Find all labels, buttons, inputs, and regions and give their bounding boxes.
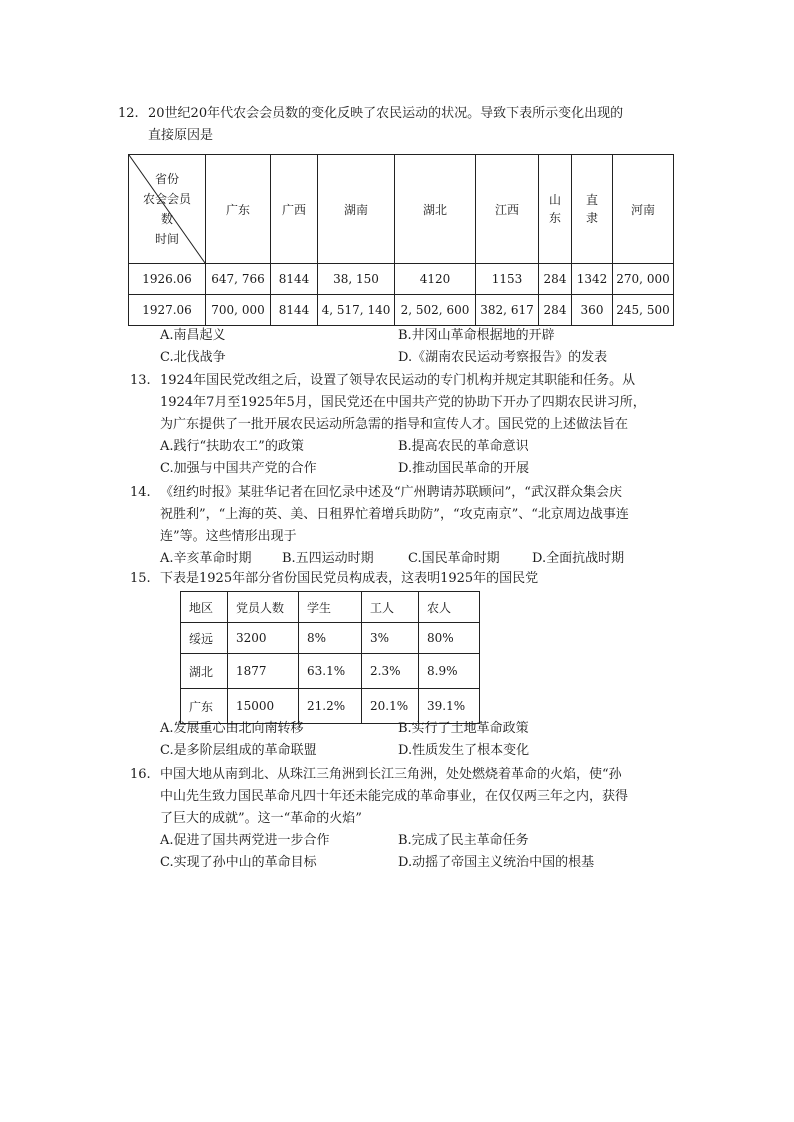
- column-header: 学生: [299, 592, 362, 623]
- table-cell: 245, 500: [613, 295, 674, 326]
- column-header: 直隶: [585, 193, 598, 225]
- options-row: [160, 718, 680, 740]
- question-number: 16.: [130, 767, 151, 782]
- table-cell: 8%: [299, 623, 362, 654]
- question-stem-line: 直接原因是: [148, 128, 214, 143]
- table-header-row: [181, 592, 480, 623]
- column-header: 广西: [271, 155, 318, 264]
- question-stem-line: 20世纪20年代农会会员数的变化反映了农民运动的状况。导致下表所示变化出现的: [148, 106, 624, 121]
- option-c[interactable]: C.实现了孙中山的革命目标: [160, 855, 317, 870]
- question-12: [118, 103, 708, 147]
- question-16: [130, 764, 700, 874]
- row-label: 1926.06: [129, 264, 206, 295]
- option-d[interactable]: D.动摇了帝国主义统治中国的根基: [398, 855, 595, 870]
- option-d[interactable]: D.性质发生了根本变化: [398, 743, 530, 758]
- table-cell: 284: [539, 264, 572, 295]
- kmt-membership-table: [180, 591, 480, 724]
- table-corner-cell: [129, 155, 206, 264]
- question-stem-line: 连”等。这些情形出现于: [160, 529, 297, 544]
- option-a[interactable]: A.践行“扶助农工”的政策: [160, 439, 304, 454]
- table-cell: 绥远: [181, 623, 228, 654]
- column-header: 党员人数: [228, 592, 299, 623]
- question-15-options: [160, 718, 680, 762]
- question-stem-line: 中国大地从南到北、从珠江三角洲到长江三角洲，处处燃烧着革命的火焰，使“孙: [160, 767, 622, 782]
- table-cell: 80%: [419, 623, 480, 654]
- row-label: 1927.06: [129, 295, 206, 326]
- table-cell: 3%: [362, 623, 419, 654]
- table-cell: 8144: [271, 264, 318, 295]
- table-cell: 15000: [228, 689, 299, 724]
- table-row: [181, 623, 480, 654]
- options-row: [160, 830, 700, 852]
- table-header-row: [129, 155, 674, 264]
- table-row: [129, 264, 674, 295]
- table-cell: 1877: [228, 654, 299, 689]
- column-header: 地区: [181, 592, 228, 623]
- question-12-options: [160, 325, 680, 369]
- corner-label: 省份: [154, 172, 179, 186]
- question-number: 15.: [130, 571, 151, 586]
- column-header: 湖南: [318, 155, 395, 264]
- question-13: [130, 370, 700, 480]
- option-a[interactable]: A.发展重心由北向南转移: [160, 721, 304, 736]
- option-a[interactable]: A.南昌起义: [160, 328, 226, 343]
- column-header: 江西: [476, 155, 539, 264]
- question-stem-line: 1924年7月至1925年5月，国民党还在中国共产党的协助下开办了四期农民讲习所，: [160, 395, 646, 410]
- option-a[interactable]: A.辛亥革命时期: [160, 551, 252, 566]
- option-d[interactable]: D.推动国民革命的开展: [398, 461, 530, 476]
- corner-label: 数: [160, 212, 173, 226]
- table-cell: 39.1%: [419, 689, 480, 724]
- option-d[interactable]: D.全面抗战时期: [532, 551, 625, 566]
- table-cell: 广东: [181, 689, 228, 724]
- question-stem-line: 《纽约时报》某驻华记者在回忆录中述及“广州聘请苏联顾问”，“武汉群众集会庆: [160, 485, 622, 500]
- table-cell: 284: [539, 295, 572, 326]
- option-b[interactable]: B.实行了土地革命政策: [398, 721, 529, 736]
- question-stem-line: 为广东提供了一批开展农民运动所急需的指导和宣传人才。国民党的上述做法旨在: [160, 417, 629, 432]
- options-row: [160, 458, 700, 480]
- column-header: 河南: [613, 155, 674, 264]
- column-header: 广东: [206, 155, 271, 264]
- option-c[interactable]: C.国民革命时期: [408, 551, 500, 566]
- table-cell: 2, 502, 600: [395, 295, 476, 326]
- table-row: [181, 654, 480, 689]
- table-cell: 270, 000: [613, 264, 674, 295]
- question-stem-line: 中山先生致力国民革命凡四十年还未能完成的革命事业，在仅仅两三年之内，获得: [160, 789, 629, 804]
- question-number: 13.: [130, 373, 151, 388]
- option-b[interactable]: B.提高农民的革命意识: [398, 439, 529, 454]
- question-stem-line: 了巨大的成就”。这一“革命的火焰”: [160, 811, 362, 826]
- options-row: [160, 548, 700, 570]
- options-row: [160, 347, 680, 369]
- column-header: 湖北: [395, 155, 476, 264]
- options-row: [160, 436, 700, 458]
- options-row: [160, 325, 680, 347]
- table-row: [129, 295, 674, 326]
- table-cell: 湖北: [181, 654, 228, 689]
- table-cell: 2.3%: [362, 654, 419, 689]
- option-b[interactable]: B.五四运动时期: [282, 551, 374, 566]
- table-cell: 1153: [476, 264, 539, 295]
- question-stem-line: 1924年国民党改组之后，设置了领导农民运动的专门机构并规定其职能和任务。从: [160, 373, 636, 388]
- table-cell: 20.1%: [362, 689, 419, 724]
- option-c[interactable]: C.北伐战争: [160, 350, 226, 365]
- column-header: 山东: [548, 193, 561, 225]
- corner-label: 时间: [154, 232, 179, 246]
- column-header-vertical: [539, 155, 572, 264]
- column-header: 工人: [362, 592, 419, 623]
- option-b[interactable]: B.井冈山革命根据地的开辟: [398, 328, 555, 343]
- options-row: [160, 740, 680, 762]
- table-cell: 38, 150: [318, 264, 395, 295]
- question-stem-line: 下表是1925年部分省份国民党员构成表，这表明1925年的国民党: [160, 571, 539, 586]
- table-cell: 647, 766: [206, 264, 271, 295]
- table-cell: 8144: [271, 295, 318, 326]
- question-15: [130, 568, 680, 590]
- table-cell: 360: [572, 295, 613, 326]
- table-cell: 4120: [395, 264, 476, 295]
- options-row: [160, 852, 700, 874]
- table-cell: 21.2%: [299, 689, 362, 724]
- option-a[interactable]: A.促进了国共两党进一步合作: [160, 833, 330, 848]
- column-header-vertical: [572, 155, 613, 264]
- option-c[interactable]: C.加强与中国共产党的合作: [160, 461, 317, 476]
- table-cell: 3200: [228, 623, 299, 654]
- option-d[interactable]: D.《湖南农民运动考察报告》的发表: [398, 350, 608, 365]
- question-number: 14.: [130, 485, 151, 500]
- question-14: [130, 482, 700, 570]
- option-b[interactable]: B.完成了民主革命任务: [398, 833, 529, 848]
- table-cell: 63.1%: [299, 654, 362, 689]
- question-stem-line: 祝胜利”，“上海的英、美、日租界忙着增兵助防”，“攻克南京”、“北京周边战事连: [160, 507, 629, 522]
- option-c[interactable]: C.是多阶层组成的革命联盟: [160, 743, 317, 758]
- table-cell: 382, 617: [476, 295, 539, 326]
- question-number: 12.: [118, 106, 139, 121]
- table-cell: 700, 000: [206, 295, 271, 326]
- farmer-association-table: [128, 154, 674, 326]
- table-cell: 8.9%: [419, 654, 480, 689]
- table-cell: 1342: [572, 264, 613, 295]
- corner-label: 农会会员: [142, 192, 191, 206]
- table-cell: 4, 517, 140: [318, 295, 395, 326]
- corner-labels: [129, 169, 205, 249]
- column-header: 农人: [419, 592, 480, 623]
